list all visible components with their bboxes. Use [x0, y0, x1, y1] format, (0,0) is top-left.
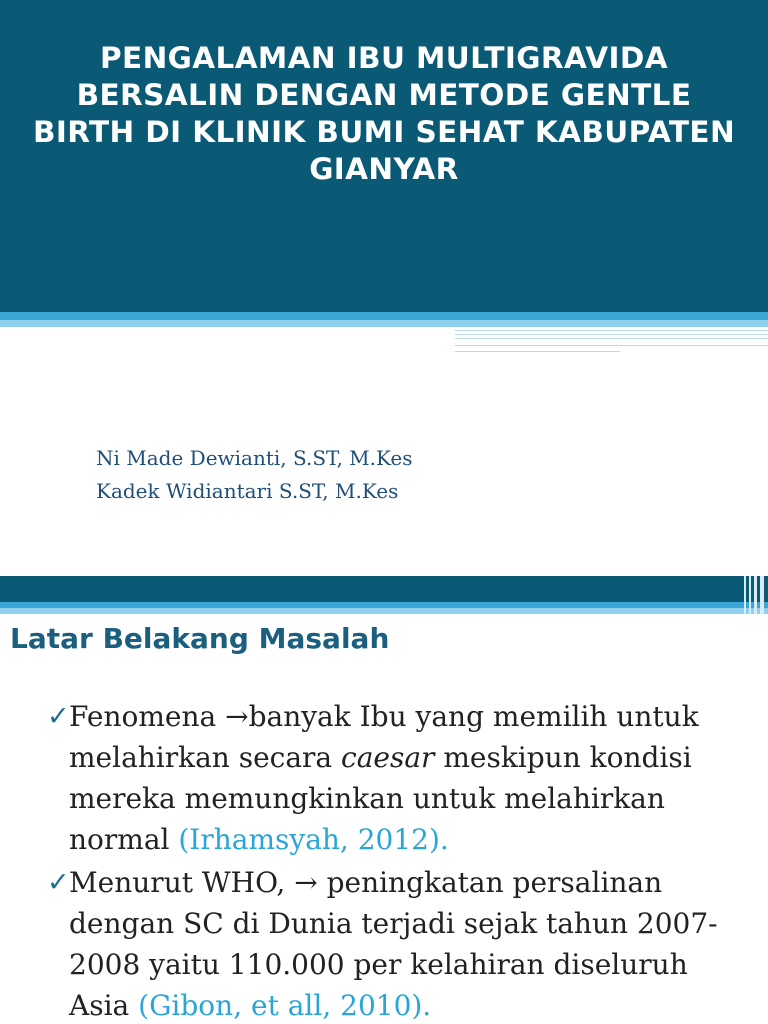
accent-rule — [455, 338, 768, 339]
author-name: Kadek Widiantari S.ST, M.Kes — [96, 479, 399, 503]
citation: (Gibon, et all, 2010). — [138, 989, 432, 1022]
background-slide — [0, 576, 768, 1024]
accent-stripe — [744, 576, 746, 614]
list-item: ✓ Fenomena →banyak Ibu yang memilih untuk melahirkan secara caesar meskipun kondisi mereka memungkinkan untuk melahirkan normal (Irhamsyah, 2012). — [47, 696, 747, 860]
accent-band-light — [0, 320, 768, 327]
slide-header-bar — [0, 576, 768, 602]
section-heading: Latar Belakang Masalah — [10, 622, 390, 655]
accent-band-light — [0, 608, 768, 614]
accent-rule — [455, 345, 768, 346]
checkmark-icon: ✓ — [47, 867, 70, 898]
accent-stripe — [754, 576, 757, 614]
slide-title: PENGALAMAN IBU MULTIGRAVIDA BERSALIN DENGAN METODE GENTLE BIRTH DI KLINIK BUMI SEHAT KABUPATEN GIANYAR — [32, 41, 736, 186]
accent-band-dark — [0, 312, 768, 320]
accent-rule — [455, 334, 768, 335]
accent-rule — [455, 330, 768, 331]
list-item: ✓ Menurut WHO, → peningkatan persalinan dengan SC di Dunia terjadi sejak tahun 2007- 2008 yaitu 110.000 per kelahiran diseluruh Asia (Gibon, et all, 2010). — [47, 862, 747, 1024]
accent-rule — [455, 351, 620, 352]
accent-stripe — [760, 576, 764, 614]
author-name: Ni Made Dewianti, S.ST, M.Kes — [96, 446, 413, 470]
author-list — [96, 442, 413, 508]
checkmark-icon: ✓ — [47, 701, 70, 732]
arrow-right-icon: → — [294, 866, 318, 899]
citation: (Irhamsyah, 2012). — [178, 823, 449, 856]
bullet-list — [47, 696, 747, 1024]
arrow-right-icon: → — [225, 700, 249, 733]
accent-stripe — [749, 576, 751, 614]
